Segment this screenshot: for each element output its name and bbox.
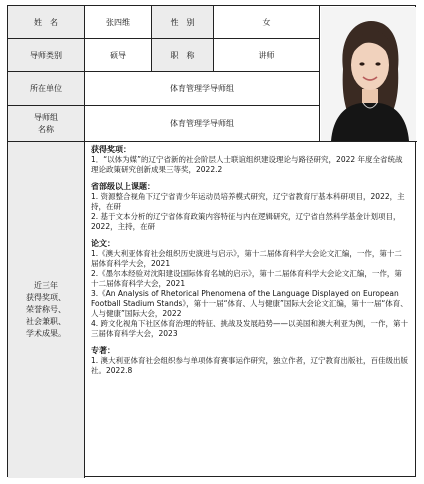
portrait-image <box>321 7 416 141</box>
name-value: 张四维 <box>106 17 130 27</box>
projects-heading: 省部级以上课题： <box>91 182 155 191</box>
gender-label: 性别 <box>170 17 203 27</box>
unit-label-cell <box>8 72 85 106</box>
portrait-photo <box>320 6 417 142</box>
awards-label <box>26 280 66 340</box>
unit-value-cell <box>85 72 320 106</box>
monograph-item: 1. 澳大利亚体育社会组织参与单项体育赛事运作研究，独立作者，辽宁教育出版社，百佳级出版社。2022.8 <box>91 356 409 375</box>
awards-label-line: 近三年 <box>34 281 58 290</box>
title-value: 讲师 <box>258 50 275 60</box>
name-label: 姓名 <box>34 17 66 27</box>
supervisor-type-label: 导师类别 <box>30 50 62 60</box>
awards-label-line: 获得奖项、 <box>26 293 66 302</box>
group-label-line2: 名称 <box>38 124 54 134</box>
title-label: 职称 <box>170 50 203 60</box>
paper-item: 3.《An Analysis of Rhetorical Phenomena of the Language Displayed on European Football Stadium Stands》，第十一届“体育、人与健康”国际大会论文汇编，第十一届“体育、人与健康”国际大会，2022 <box>91 289 408 318</box>
awards-label-line: 学术成果。 <box>26 329 66 338</box>
project-item: 2. 基于文本分析的辽宁省体育政策内容特征与内在逻辑研究，辽宁省自然科学基金计划项目，2022，主持，在研 <box>91 212 401 231</box>
title-value-cell <box>214 39 320 72</box>
paper-item: 4. 跨文化视角下社区体育治理的特征、挑战及发展趋势——以美国和澳大利亚为例，一作，第十三届体育科学大会，2023 <box>91 319 409 338</box>
awards-label-line: 荣誉称号、 <box>26 305 66 314</box>
project-item: 1. 资源整合视角下辽宁省青少年运动员培养模式研究，辽宁省教育厅基本科研项目，2022，主持，在研 <box>91 192 405 211</box>
awards-label-cell <box>8 142 85 478</box>
awards-heading: 获得奖项： <box>91 145 131 154</box>
gender-value: 女 <box>262 17 271 27</box>
name-value-cell <box>85 6 152 39</box>
group-value: 体育管理学导师组 <box>170 119 234 128</box>
awards-label-line: 社会兼职、 <box>26 317 66 326</box>
name-label-cell <box>8 6 85 39</box>
supervisor-type-value: 硕导 <box>110 50 126 60</box>
monographs-heading: 专著： <box>91 346 115 355</box>
supervisor-type-value-cell <box>85 39 152 72</box>
gender-value-cell <box>214 6 320 39</box>
awards-content <box>85 142 417 478</box>
paper-item: 1.《澳大利亚体育社会组织历史演进与启示》，第十二届体育科学大会论文汇编，一作，第十二届体育科学大会，2021 <box>91 249 402 268</box>
profile-table <box>7 5 416 477</box>
unit-label: 所在单位 <box>30 84 62 93</box>
title-label-cell <box>152 39 214 72</box>
unit-value: 体育管理学导师组 <box>170 84 234 93</box>
group-label-line1: 导师组 <box>34 112 58 122</box>
papers-heading: 论文： <box>91 239 115 248</box>
paper-item: 2.《墨尔本经验对沈阳建设国际体育名城的启示》，第十二届体育科学大会论文汇编，一作，第十二届体育科学大会，2021 <box>91 269 402 288</box>
group-value-cell <box>85 106 320 142</box>
award-item: 1．“以体为媒”的辽宁省新的社会阶层人士联谊组织建设理论与路径研究，2022 年度全省统战理论政策研究创新成果三等奖，2022.2 <box>91 155 403 174</box>
gender-label-cell <box>152 6 214 39</box>
supervisor-type-label-cell <box>8 39 85 72</box>
group-label-cell <box>8 106 85 142</box>
